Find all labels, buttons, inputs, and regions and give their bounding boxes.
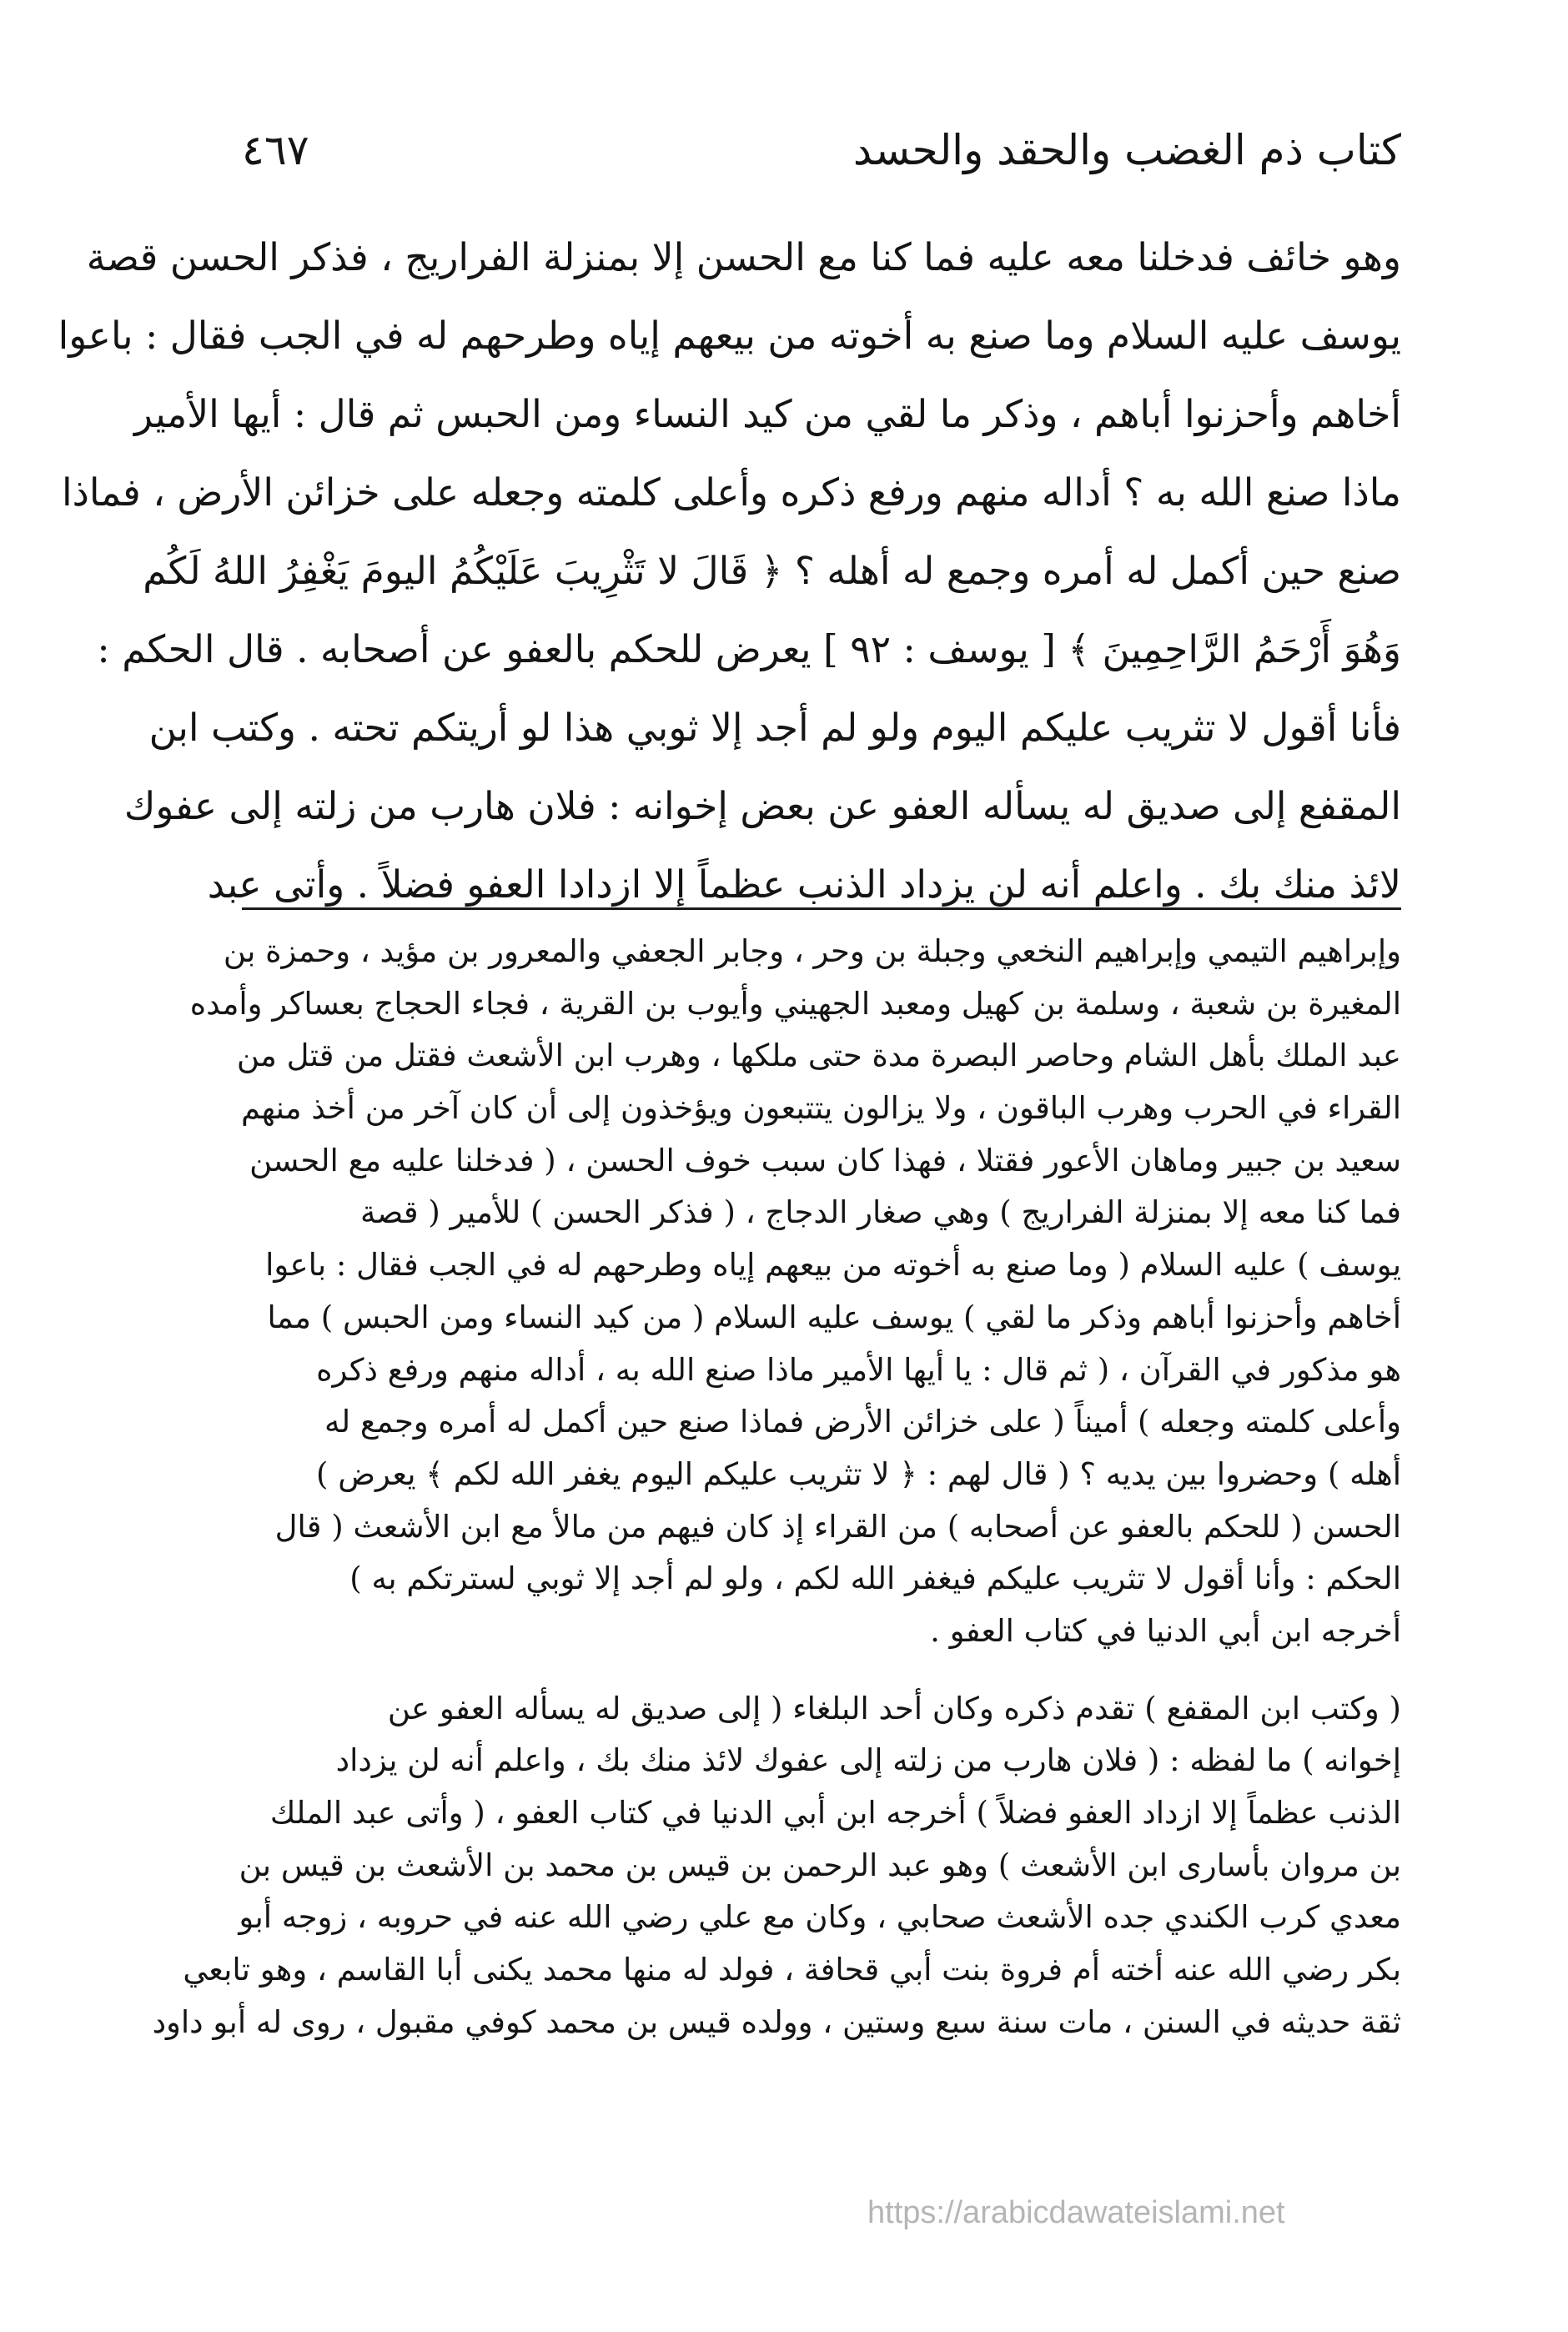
commentary-line: إخوانه ) ما لفظه : ( فلان هارب من زلته إلى عفوك لائذ منك بك ، واعلم أنه لن يزداد [335, 1742, 1401, 1779]
commentary-line: الحسن ( للحكم بالعفو عن أصحابه ) من القراء إذ كان فيهم من مالأ مع ابن الأشعث ( قال [274, 1508, 1401, 1545]
commentary-line: بن مروان بأسارى ابن الأشعث ) وهو عبد الرحمن بن قيس بن محمد بن الأشعث بن قيس بن [239, 1847, 1401, 1883]
commentary-line: عبد الملك بأهل الشام وحاصر البصرة مدة حتى ملكها ، وهرب ابن الأشعث فقتل من قتل من [236, 1038, 1401, 1074]
commentary-line: يوسف ) عليه السلام ( وما صنع به أخوته من بيعهم إياه وطرحهم له في الجب فقال : باعوا [265, 1247, 1401, 1284]
page-number: ٤٦٧ [242, 126, 309, 174]
commentary-line: وأعلى كلمته وجعله ) أميناً ( على خزائن الأرض فماذا صنع حين أكمل له أمره وجمع له [324, 1404, 1401, 1440]
commentary-line: ثقة حديثه في السنن ، مات سنة سبع وستين ، وولده قيس بن محمد كوفي مقبول ، روى له أبو داود [152, 2003, 1401, 2040]
commentary-line: أخاهم وأحزنوا أباهم وذكر ما لقي ) يوسف عليه السلام ( من كيد النساء ومن الحبس ) مما [267, 1299, 1401, 1335]
footnote-divider [242, 907, 1401, 910]
commentary-line: بكر رضي الله عنه أخته أم فروة بنت أبي قحافة ، فولد له منها محمد يكنى أبا القاسم ، وهو تابعي [183, 1952, 1401, 1988]
text-line: يوسف عليه السلام وما صنع به أخوته من بيعهم إياه وطرحهم له في الجب فقال : باعوا [58, 314, 1401, 358]
commentary-line: سعيد بن جبير وماهان الأعور فقتلا ، فهذا كان سبب خوف الحسن ، ( فدخلنا عليه مع الحسن [249, 1142, 1401, 1179]
chapter-title: كتاب ذم الغضب والحقد والحسد [852, 126, 1401, 174]
watermark-url: https://arabicdawateislami.net [867, 2195, 1285, 2230]
commentary-line: القراء في الحرب وهرب الباقون ، ولا يزالون يتتبعون ويؤخذون إلى أن كان آخر من أخذ منهم [240, 1090, 1401, 1127]
commentary-line: ( وكتب ابن المقفع ) تقدم ذكره وكان أحد البلغاء ( إلى صديق له يسأله العفو عن [387, 1690, 1401, 1726]
paragraph-gap [242, 1658, 1401, 1683]
commentary-line: المغيرة بن شعبة ، وسلمة بن كهيل ومعبد الجهيني وأيوب بن القرية ، فجاء الحجاج بعساكر وأمده [189, 985, 1401, 1022]
text-line: فأنا أقول لا تثريب عليكم اليوم ولو لم أجد إلا ثوبي هذا لو أريتكم تحته . وكتب ابن [148, 706, 1401, 750]
commentary [152, 926, 1401, 2048]
commentary-line: أخرجه ابن أبي الدنيا في كتاب العفو . [930, 1612, 1401, 1649]
commentary-line: فما كنا معه إلا بمنزلة الفراريج ) وهي صغار الدجاج ، ( فذكر الحسن ) للأمير ( قصة [359, 1194, 1401, 1231]
commentary-line: الحكم : وأنا أقول لا تثريب عليكم فيغفر الله لكم ، ولو لم أجد إلا ثوبي لسترتكم به ) [349, 1561, 1401, 1597]
main-text [58, 219, 1401, 924]
text-line: وهو خائف فدخلنا معه عليه فما كنا مع الحسن إلا بمنزلة الفراريج ، فذكر الحسن قصة [86, 235, 1401, 279]
text-line: صنع حين أكمل له أمره وجمع له أهله ؟ ﴿ قَالَ لا تَثْرِيبَ عَلَيْكُمُ اليومَ يَغْفِرُ اللهُ لَكُم [143, 549, 1401, 593]
commentary-line: وإبراهيم التيمي وإبراهيم النخعي وجبلة بن وحر ، وجابر الجعفي والمعرور بن مؤيد ، وحمزة بن [223, 933, 1401, 969]
commentary-line: هو مذكور في القرآن ، ( ثم قال : يا أيها الأمير ماذا صنع الله به ، أداله منهم ورفع ذكره [316, 1351, 1401, 1388]
commentary-line: الذنب عظماً إلا ازداد العفو فضلاً ) أخرجه ابن أبي الدنيا في كتاب العفو ، ( وأتى عبد الملك [269, 1795, 1401, 1831]
text-line: لائذ منك بك . واعلم أنه لن يزداد الذنب عظماً إلا ازدادا العفو فضلاً . وأتى عبد [207, 862, 1401, 907]
page-header [242, 117, 1401, 183]
commentary-line: معدي كرب الكندي جده الأشعث صحابي ، وكان مع علي رضي الله عنه في حروبه ، زوجه أبو [239, 1899, 1401, 1936]
text-line: أخاهم وأحزنوا أباهم ، وذكر ما لقي من كيد النساء ومن الحبس ثم قال : أيها الأمير [134, 392, 1401, 436]
text-line: ماذا صنع الله به ؟ أداله منهم ورفع ذكره وأعلى كلمته وجعله على خزائن الأرض ، فماذا [61, 470, 1401, 515]
text-line: وَهُوَ أَرْحَمُ الرَّاحِمِينَ ﴾ [ يوسف : ٩٢ ] يعرض للحكم بالعفو عن أصحابه . قال الحكم : [97, 627, 1401, 671]
text-line: المقفع إلى صديق له يسأله العفو عن بعض إخوانه : فلان هارب من زلته إلى عفوك [123, 784, 1401, 828]
commentary-line: أهله ) وحضروا بين يديه ؟ ( قال لهم : ﴿ لا تثريب عليكم اليوم يغفر الله لكم ﴾ يعرض ) [316, 1455, 1401, 1492]
